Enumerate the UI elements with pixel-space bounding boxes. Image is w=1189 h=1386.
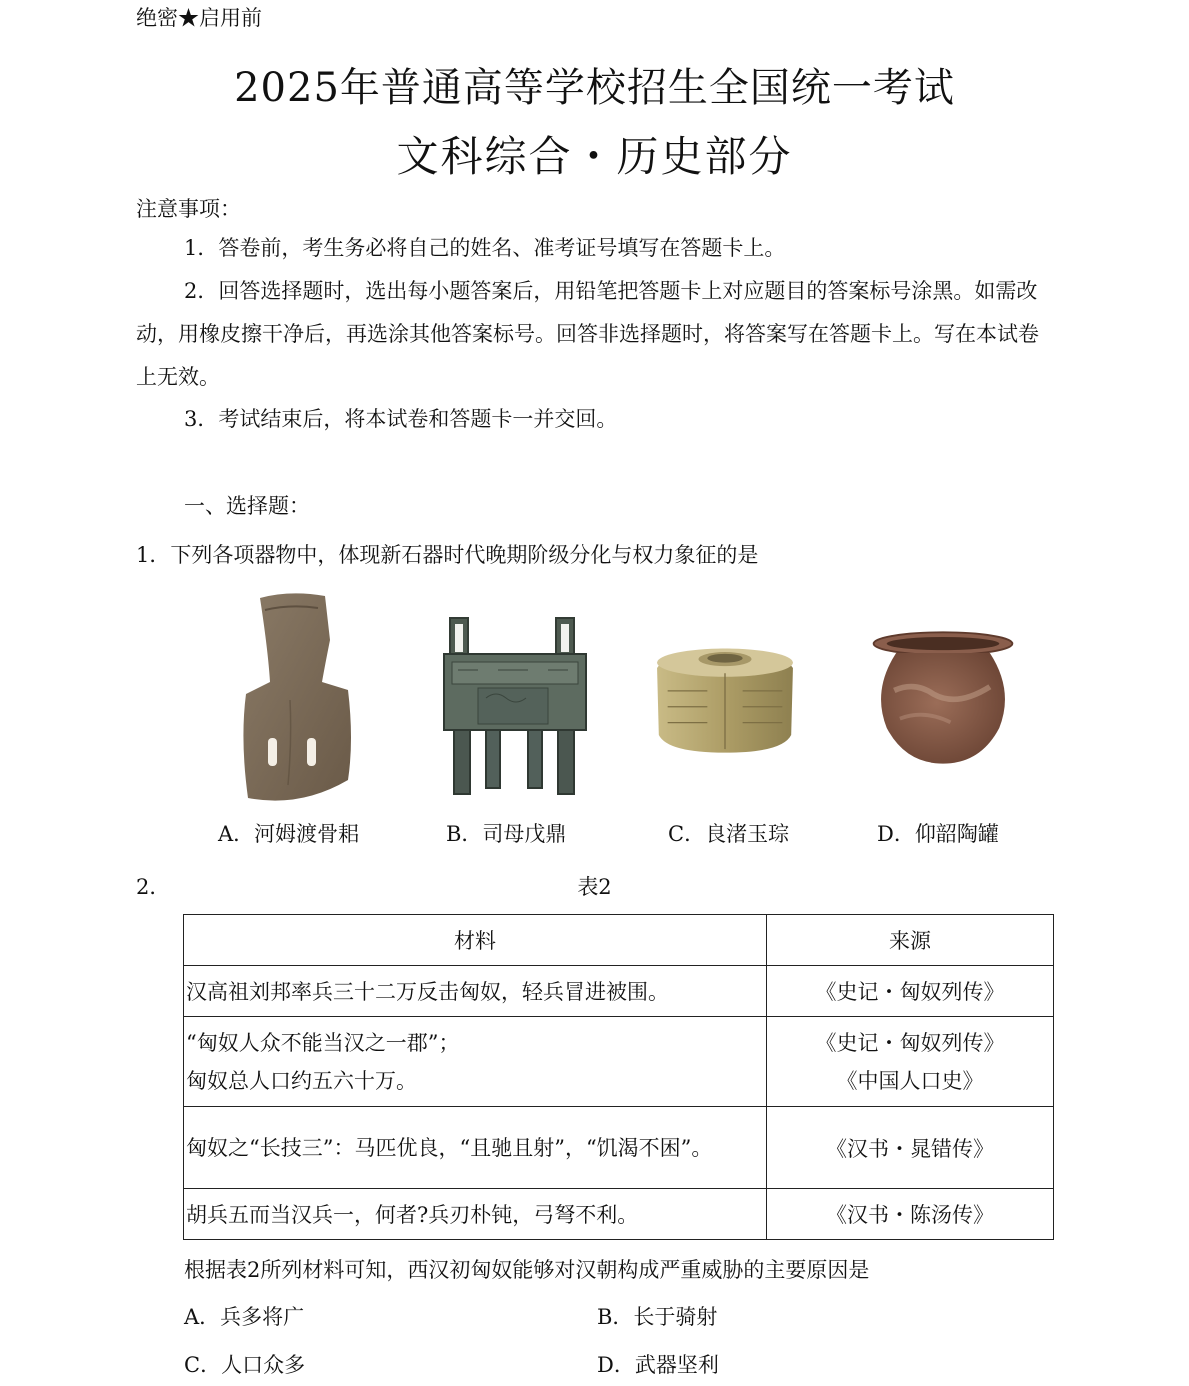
option-c-label: C．良渚玉琮: [668, 822, 790, 846]
question-2-stem: 根据表2所列材料可知，西汉初匈奴能够对汉朝构成严重威胁的主要原因是: [184, 1258, 870, 1282]
pottery-jar-image: [868, 590, 1018, 805]
choice-c: C．人口众多: [184, 1353, 306, 1377]
bronze-ding-image: [438, 590, 588, 805]
choice-b: B．长于骑射: [597, 1305, 718, 1329]
table-cell-source: 《汉书・陈汤传》: [767, 1189, 1054, 1240]
table-row: [184, 966, 1054, 1017]
section-title: 一、选择题：: [184, 494, 310, 518]
note-item-2: 2．回答选择题时，选出每小题答案后，用铅笔把答题卡上对应题目的答案标号涂黑。如需改动，用橡皮擦干净后，再选涂其他答案标号。回答非选择题时，将答案写在答题卡上。写在本试卷上无效。: [136, 279, 1039, 389]
question-1-stem: 1．下列各项器物中，体现新石器时代晚期阶级分化与权力象征的是: [136, 543, 759, 567]
table-row: [184, 1107, 1054, 1189]
option-a-label: A．河姆渡骨耜: [218, 822, 360, 846]
table-cell-source: 《汉书・晁错传》: [767, 1107, 1054, 1189]
jade-cong-image: [650, 590, 800, 805]
option-d-label: D．仰韶陶罐: [877, 822, 999, 846]
table-cell-material: 胡兵五而当汉兵一，何者?兵刃朴钝，弓弩不利。: [184, 1189, 767, 1240]
table-header-source: 来源: [767, 915, 1054, 966]
material-line: “匈奴人众不能当汉之一郡”；: [186, 1030, 460, 1055]
choice-a: A．兵多将广: [184, 1305, 305, 1329]
table-header-material: 材料: [184, 915, 767, 966]
material-line: 匈奴总人口约五六十万。: [186, 1068, 417, 1093]
table-cell-source: [767, 1017, 1054, 1107]
question-2-number: 2．: [136, 875, 171, 899]
table-cell-material: [184, 1017, 767, 1107]
note-item-3: 3．考试结束后，将本试卷和答题卡一并交回。: [184, 407, 618, 431]
table-row: [184, 1017, 1054, 1107]
confidential-label: 绝密★启用前: [136, 6, 262, 30]
table-cell-source: 《史记・匈奴列传》: [767, 966, 1054, 1017]
bone-spade-image: [230, 590, 380, 805]
option-b-label: B．司母戊鼎: [446, 822, 567, 846]
table-cell-material: 汉高祖刘邦率兵三十二万反击匈奴，轻兵冒进被围。: [184, 966, 767, 1017]
exam-title: 2025年普通高等学校招生全国统一考试: [234, 65, 955, 111]
source-line: 《史记・匈奴列传》: [815, 1030, 1005, 1055]
note-item-1: 1．答卷前，考生务必将自己的姓名、准考证号填写在答题卡上。: [184, 236, 786, 260]
table-caption: 表2: [577, 875, 612, 899]
table-row: [184, 1189, 1054, 1240]
table-header-row: [184, 915, 1054, 966]
source-line: 《中国人口史》: [836, 1068, 984, 1093]
notes-heading: 注意事项：: [136, 197, 241, 221]
exam-subtitle: 文科综合・历史部分: [396, 132, 793, 181]
choice-d: D．武器坚利: [597, 1353, 719, 1377]
source-table: [183, 914, 1054, 1240]
table-cell-material: 匈奴之“长技三”：马匹优良，“且驰且射”，“饥渴不困”。: [184, 1107, 767, 1189]
